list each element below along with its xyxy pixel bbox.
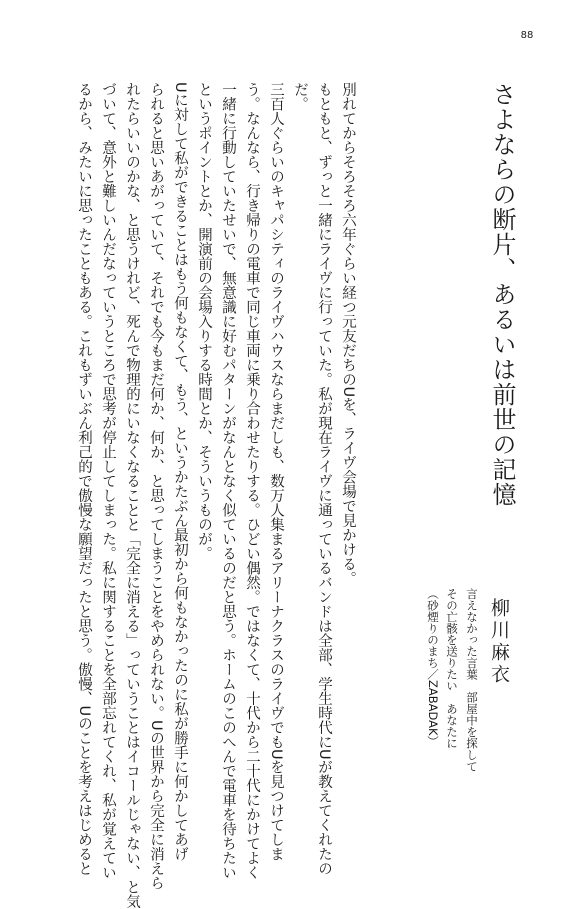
body-line: う。なんなら、行き帰りの電車で同じ車両に乗り合わせたりする。ひどい偶然。ではなくて、十代から二十代にかけてよく [244,82,260,880]
body-line: 三百人ぐらいのキャパシティのライヴハウスならまだしも、数万人集まるアリーナクラスのライヴでもUを見つけてしま [268,82,284,862]
epigraph-source: （砂煙りのまち／ZABADAK） [426,588,440,748]
body-line: づいて、意外と難しいんだなっていうところで思考が停止してしまった。私に関することを全部忘れてくれ、私が覚えてい [100,82,116,880]
body-line: るから、みたいに思ったこともある。これもずいぶん利己的で傲慢な願望だったと思う。傲慢、Uのことを考えはじめると [76,82,92,876]
body-line: だ。 [292,82,308,111]
body-line: というポイントとか、開演前の会場入りする時間とか、そういうものが。 [196,82,212,561]
body-line: Uに対して私ができることはもう何もなくて、もう、というかたぶん最初から何もなかったのに私が勝手に何かしてあげ [172,82,188,862]
epigraph-line: その亡骸を送りたい あなたに [445,588,459,749]
body-line: れたらいいのかな、と思うけれど、死んで物理的にいなくなることと「完全に消える」っていうことはイコールじゃない、と気 [124,82,140,909]
body-line: もともと、ずっと一緒にライヴに行っていた。私が現在ライヴに通っているバンドは全部、学生時代にUが教えてくれたの [316,82,332,876]
chapter-title: さよならの断片、あるいは前世の記憶 [488,82,516,507]
body-line: 一緒に行動していたせいで、無意識に好むパターンがなんとなく似ているのだと思う。ホームのこのへんで電車を待ちたい [220,82,236,880]
body-line: られると思いあがっていて、それでも今もまだ何か、何か、と思ってしまうことをやめられない。Uの世界から完全に消えら [148,82,164,891]
page-number: 88 [520,30,534,41]
body-text [76,82,360,909]
body-line: 別れてからそろそろ六年ぐらい経つ元友だちのUを、ライヴ会場で見かける。 [340,82,356,586]
author-name: 柳川麻衣 [488,598,510,686]
epigraph-line: 言えなかった言葉 部屋中を探して [465,588,479,772]
